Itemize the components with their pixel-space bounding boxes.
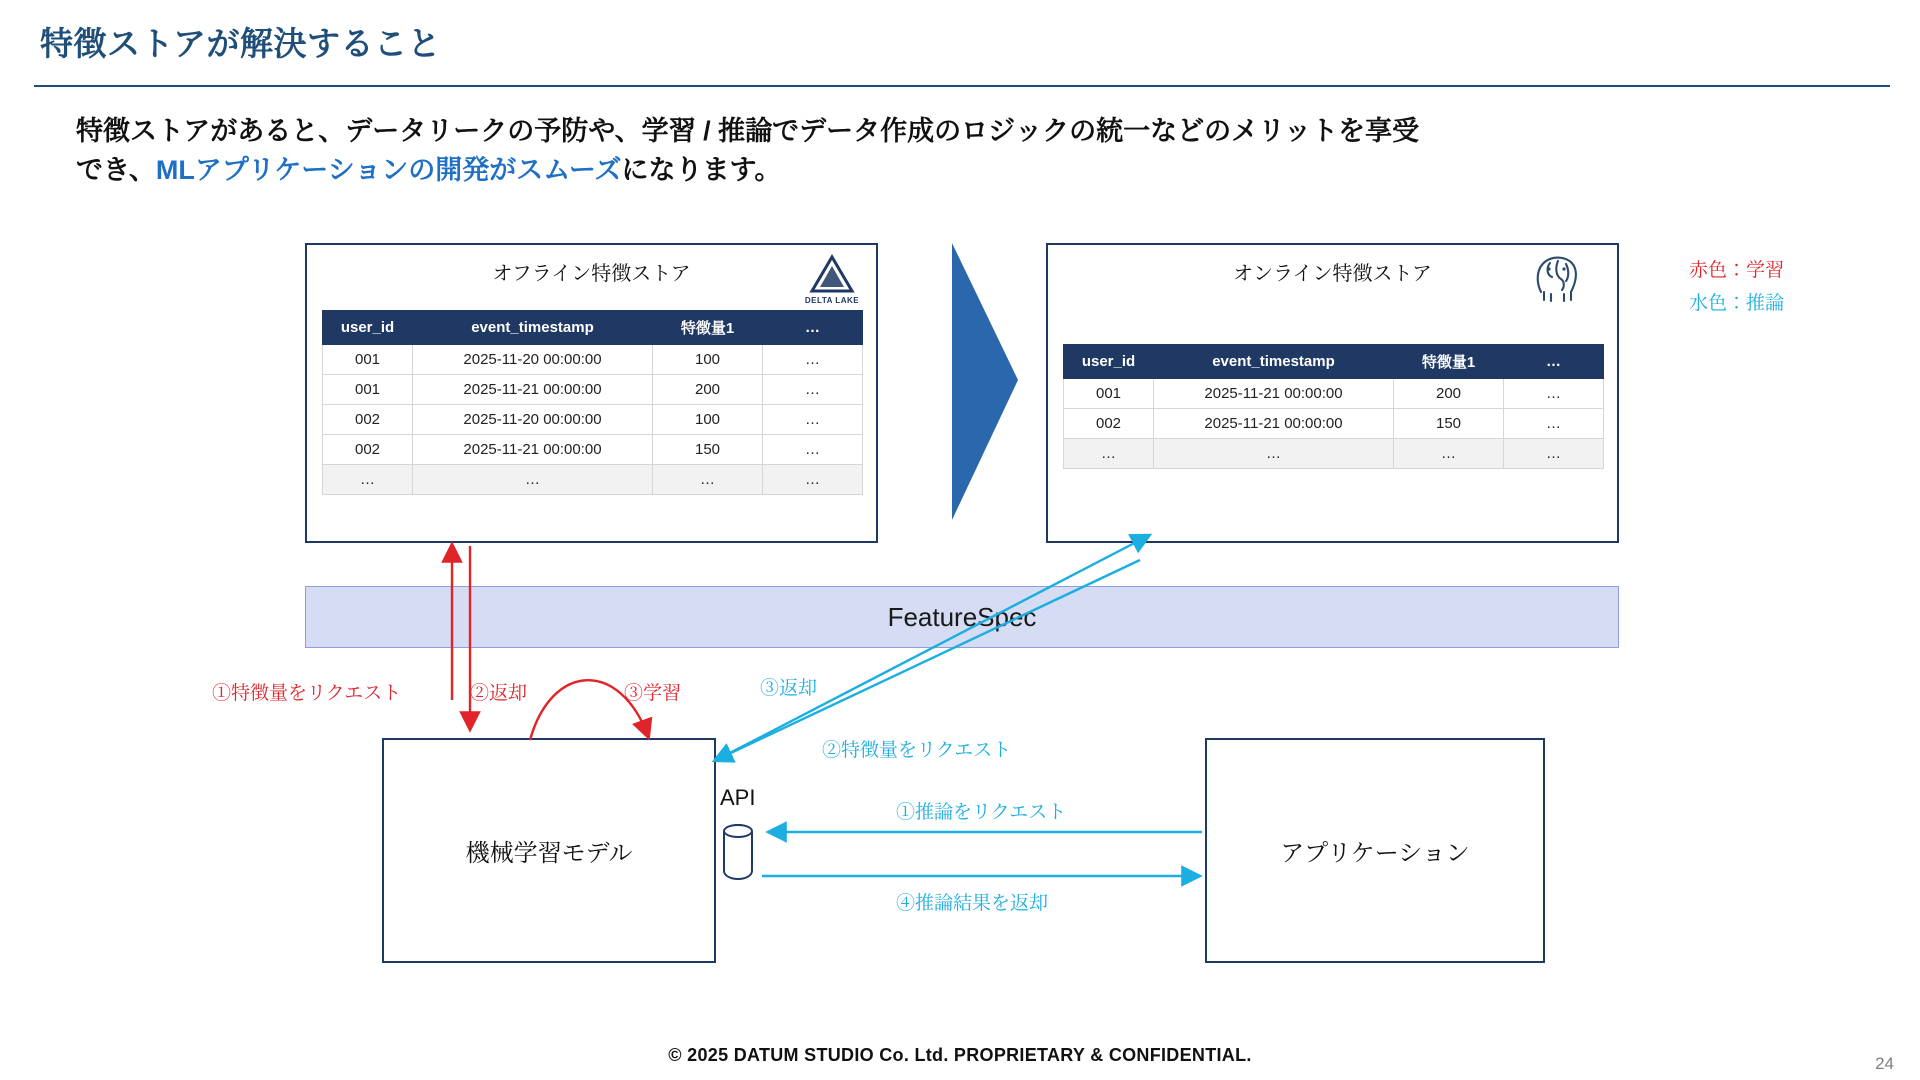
flow-label-infer-1: ①推論をリクエスト	[896, 802, 1067, 823]
cell: 200	[1394, 379, 1504, 409]
cell: …	[1064, 439, 1154, 469]
cell: …	[1504, 439, 1604, 469]
api-label: API	[720, 785, 756, 810]
page-number: 24	[1875, 1054, 1894, 1073]
table-row	[1064, 379, 1604, 409]
table-header-row	[1064, 345, 1604, 379]
cell: …	[413, 465, 653, 495]
footer-text: © 2025 DATUM STUDIO Co. Ltd. PROPRIETARY & CONFIDENTIAL.	[668, 1045, 1252, 1065]
cell: …	[1394, 439, 1504, 469]
legend-inference: 水色：推論	[1689, 293, 1785, 314]
application-label: アプリケーション	[1280, 840, 1470, 867]
column-header: event_timestamp	[1154, 345, 1394, 379]
cell: …	[653, 465, 763, 495]
cell: …	[1504, 379, 1604, 409]
cell: …	[763, 345, 863, 375]
cell: …	[1154, 439, 1394, 469]
legend-training: 赤色：学習	[1689, 260, 1785, 281]
column-header: 特徴量1	[1394, 345, 1504, 379]
lead-line-2-prefix: でき、	[76, 155, 156, 186]
cell: 002	[323, 405, 413, 435]
featurespec-bar	[305, 586, 1619, 648]
cell: 001	[323, 375, 413, 405]
cell: …	[763, 405, 863, 435]
lead-line-2-suffix: になります。	[621, 155, 782, 186]
application-box	[1205, 738, 1545, 963]
cell: 2025-11-21 00:00:00	[1154, 409, 1394, 439]
table-row	[323, 405, 863, 435]
online-store-title: オンライン特徴ストア	[1233, 263, 1432, 285]
table-row	[1064, 439, 1604, 469]
column-header: 特徴量1	[653, 311, 763, 345]
cell: 150	[1394, 409, 1504, 439]
flow-label-infer-2: ②特徴量をリクエスト	[822, 740, 1012, 761]
cell: 2025-11-20 00:00:00	[413, 405, 653, 435]
column-header: event_timestamp	[413, 311, 653, 345]
page-title: 特徴ストアが解決すること	[40, 25, 442, 62]
cell: …	[763, 375, 863, 405]
offline-store-table	[322, 310, 863, 495]
title-divider	[34, 85, 1890, 87]
table-row	[323, 375, 863, 405]
table-row	[1064, 409, 1604, 439]
cell: 100	[653, 345, 763, 375]
cell: 2025-11-21 00:00:00	[413, 375, 653, 405]
cell: …	[323, 465, 413, 495]
cell: 2025-11-20 00:00:00	[413, 345, 653, 375]
flow-label-train-1: ①特徴量をリクエスト	[212, 683, 402, 704]
lead-paragraph	[76, 112, 1866, 190]
lead-line-1: 特徴ストアがあると、データリークの予防や、学習 / 推論でデータ作成のロジックの統一などのメリットを享受	[76, 116, 1420, 146]
cell: …	[763, 465, 863, 495]
flow-label-infer-3: ③返却	[760, 678, 818, 699]
offline-store-title: オフライン特徴ストア	[492, 263, 691, 285]
cell: 001	[1064, 379, 1154, 409]
column-header: user_id	[323, 311, 413, 345]
cell: 150	[653, 435, 763, 465]
table-row	[323, 435, 863, 465]
cell: 200	[653, 375, 763, 405]
column-header: …	[1504, 345, 1604, 379]
column-header: …	[763, 311, 863, 345]
cell: 2025-11-21 00:00:00	[1154, 379, 1394, 409]
flow-label-infer-4: ④推論結果を返却	[896, 893, 1049, 914]
featurespec-label: FeatureSpec	[887, 601, 1037, 632]
flow-label-train-2: ②返却	[470, 683, 528, 704]
cell: 2025-11-21 00:00:00	[413, 435, 653, 465]
cell: 001	[323, 345, 413, 375]
cell: …	[1504, 409, 1604, 439]
ml-model-box	[382, 738, 716, 963]
cell: 002	[1064, 409, 1154, 439]
api-cylinder	[723, 824, 753, 880]
cell: …	[763, 435, 863, 465]
cell: 100	[653, 405, 763, 435]
delta-lake-logo-text: DELTA LAKE	[804, 296, 860, 305]
delta-lake-logo	[795, 253, 869, 305]
table-header-row	[323, 311, 863, 345]
online-store-table	[1063, 344, 1604, 469]
cell: 002	[323, 435, 413, 465]
column-header: user_id	[1064, 345, 1154, 379]
postgresql-elephant-logo	[1528, 248, 1586, 306]
table-row	[323, 465, 863, 495]
flow-label-train-3: ③学習	[624, 683, 682, 704]
ml-model-label: 機械学習モデル	[465, 840, 633, 867]
lead-line-2-accent: MLアプリケーションの開発がスムーズ	[155, 155, 622, 186]
sync-chevron-arrow	[952, 243, 1018, 520]
delta-lake-triangle-icon	[795, 253, 869, 297]
table-row	[323, 345, 863, 375]
elephant-icon	[1528, 248, 1586, 306]
